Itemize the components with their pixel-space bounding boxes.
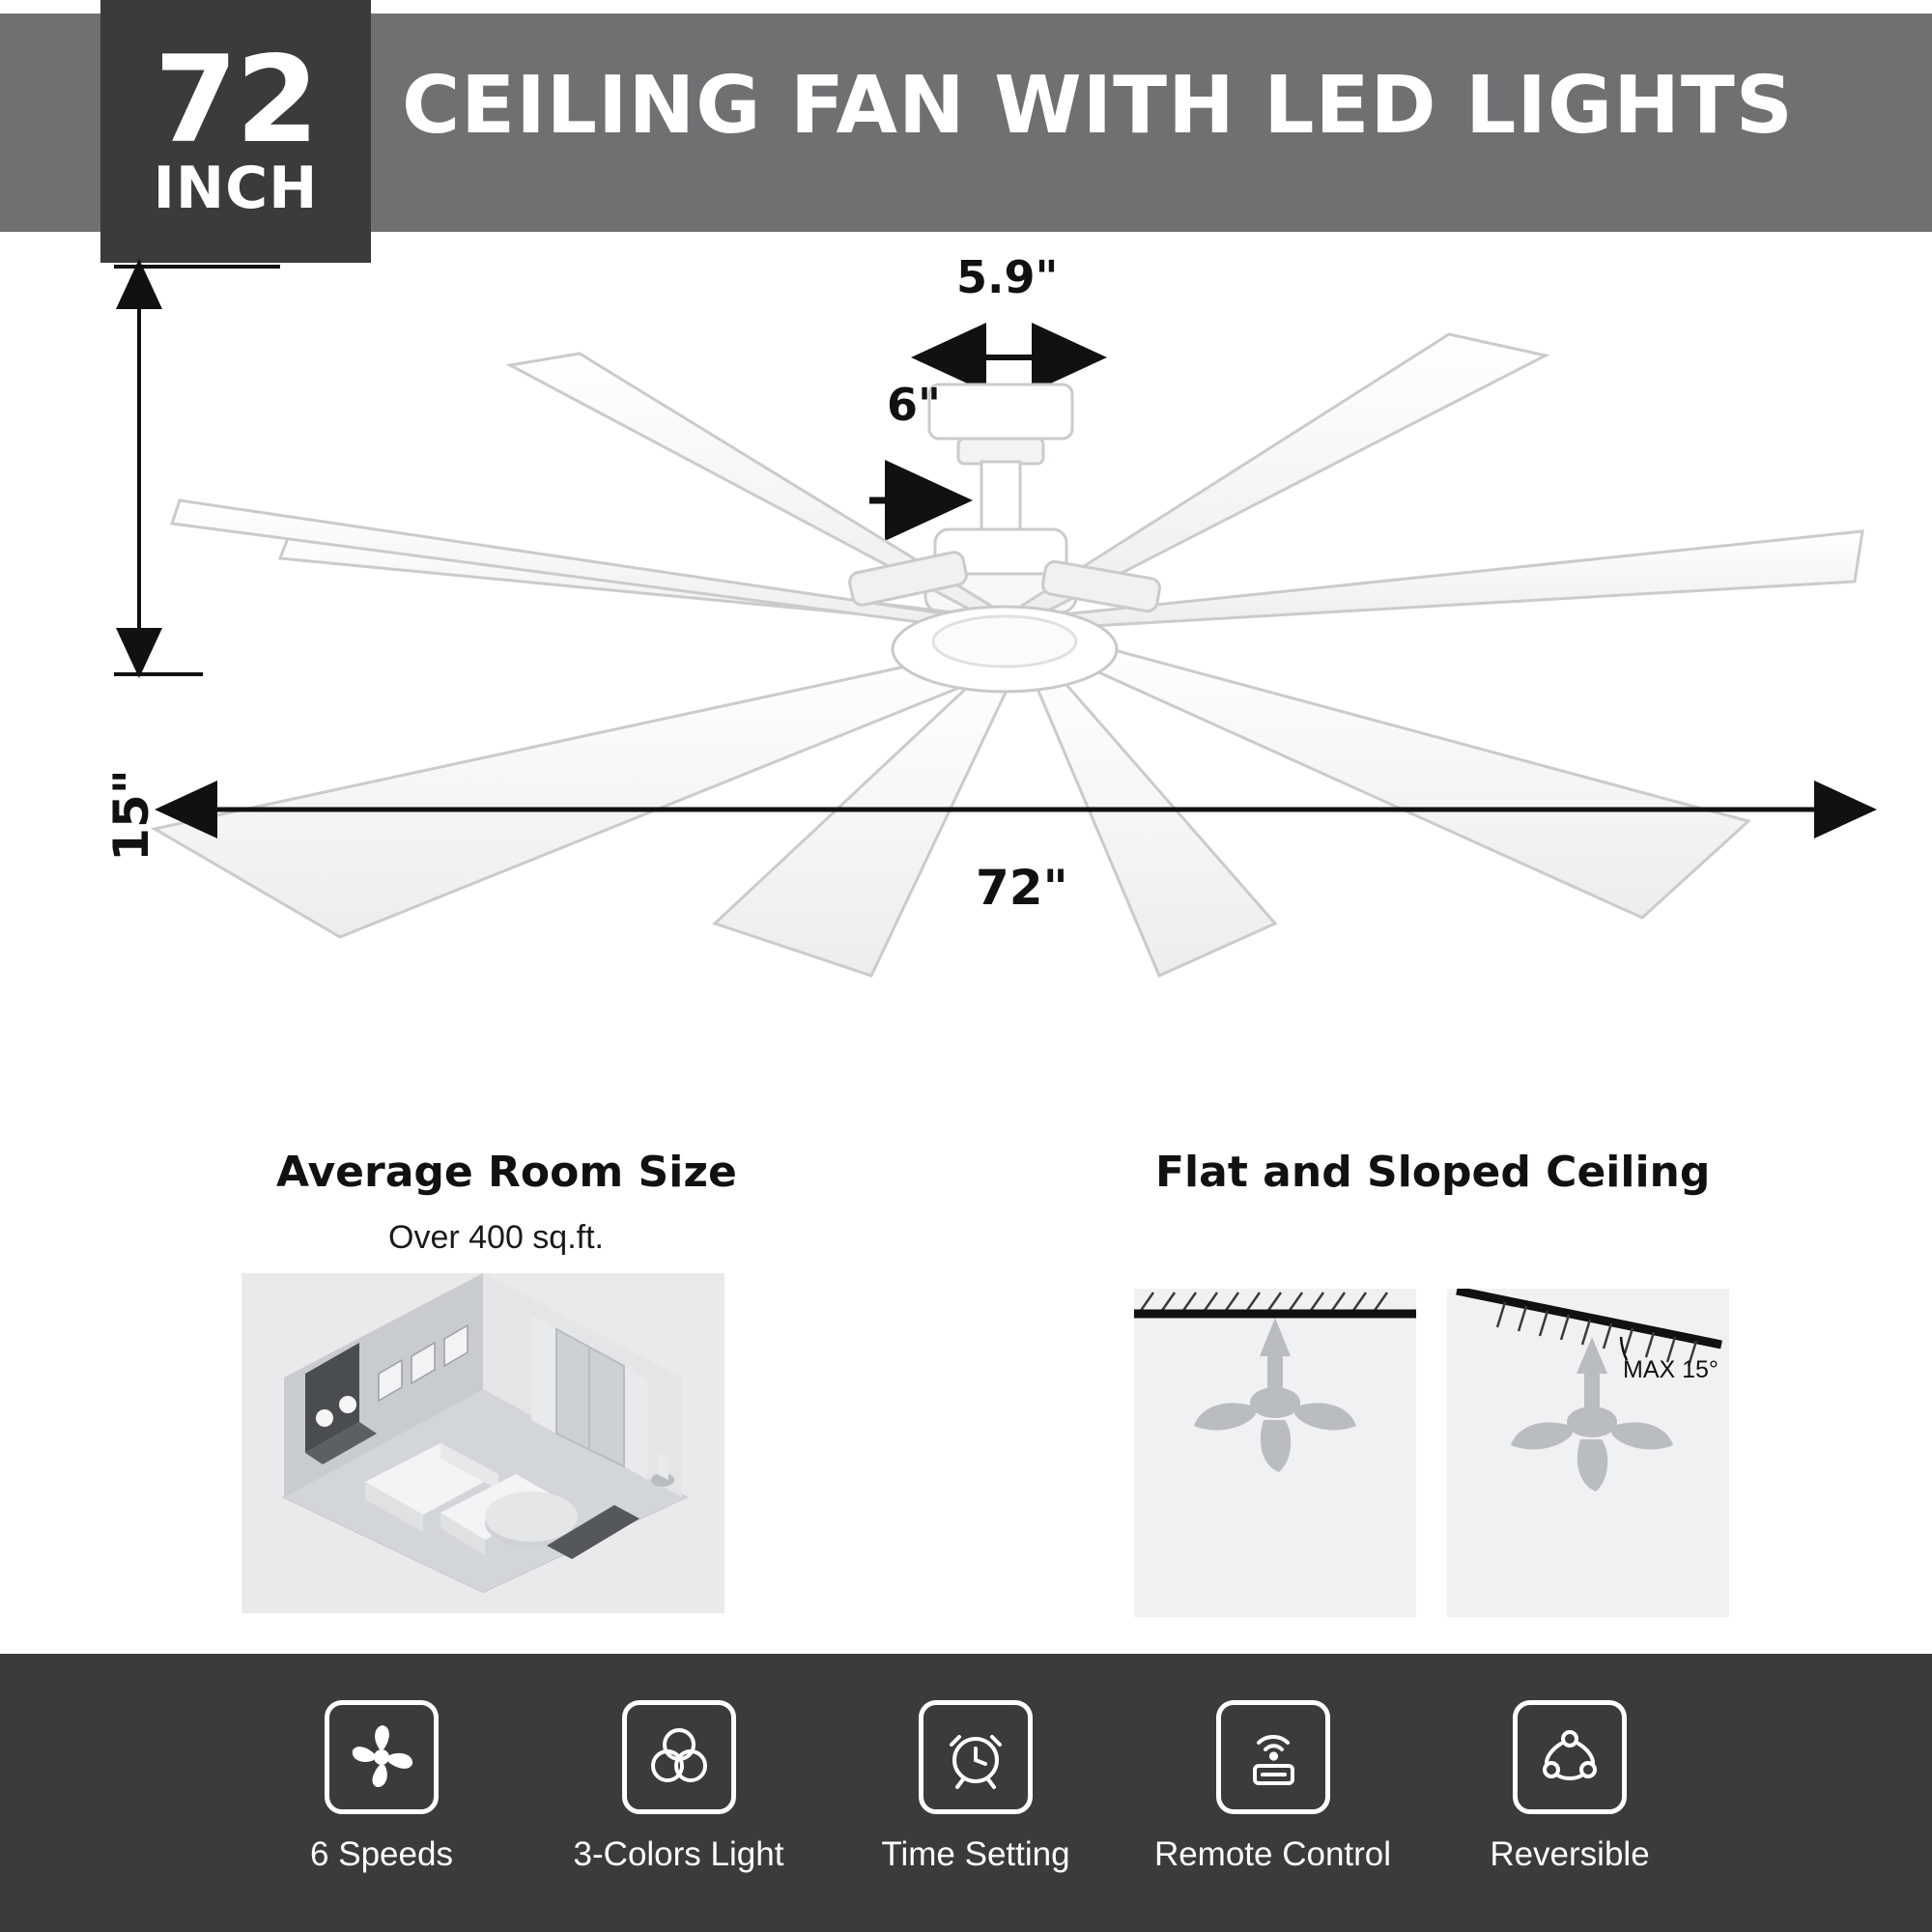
feature-label: Time Setting xyxy=(881,1835,1070,1873)
room-size-subtitle: Over 400 sq.ft. xyxy=(388,1219,604,1256)
dimension-diagram xyxy=(0,242,1932,1024)
downrod-dimension-label: 6" xyxy=(887,379,941,431)
feature-time-setting xyxy=(836,1700,1116,1874)
fan-icon xyxy=(325,1700,439,1814)
badge-unit: INCH xyxy=(153,155,319,223)
alarm-clock-icon xyxy=(919,1700,1033,1814)
canopy-width-dimension-label: 5.9" xyxy=(956,251,1059,303)
feature-label: 3-Colors Light xyxy=(573,1835,784,1873)
fan-drawing xyxy=(0,242,1932,1024)
page-title: CEILING FAN WITH LED LIGHTS xyxy=(402,60,1794,152)
room-illustration xyxy=(242,1273,724,1613)
sloped-ceiling-panel xyxy=(1447,1289,1729,1617)
feature-label: Reversible xyxy=(1490,1835,1650,1873)
feature-6-speeds xyxy=(242,1700,522,1874)
remote-control-icon xyxy=(1216,1700,1330,1814)
feature-label: Remote Control xyxy=(1153,1835,1392,1873)
ceiling-type-title: Flat and Sloped Ceiling xyxy=(1155,1148,1711,1197)
span-dimension-label: 72" xyxy=(976,860,1068,916)
feature-3-colors-light xyxy=(539,1700,819,1874)
feature-reversible xyxy=(1430,1700,1710,1874)
reversible-icon xyxy=(1513,1700,1627,1814)
feature-label: 6 Speeds xyxy=(310,1835,453,1873)
max-angle-label: MAX 15° xyxy=(1623,1356,1719,1383)
three-circles-icon xyxy=(622,1700,736,1814)
height-dimension-label: 15" xyxy=(102,769,159,862)
badge-number: 72 xyxy=(154,30,318,170)
size-badge xyxy=(100,0,371,263)
feature-list xyxy=(242,1700,1710,1874)
room-size-title: Average Room Size xyxy=(276,1148,737,1197)
feature-remote-control xyxy=(1133,1700,1413,1874)
flat-ceiling-panel xyxy=(1134,1289,1416,1617)
